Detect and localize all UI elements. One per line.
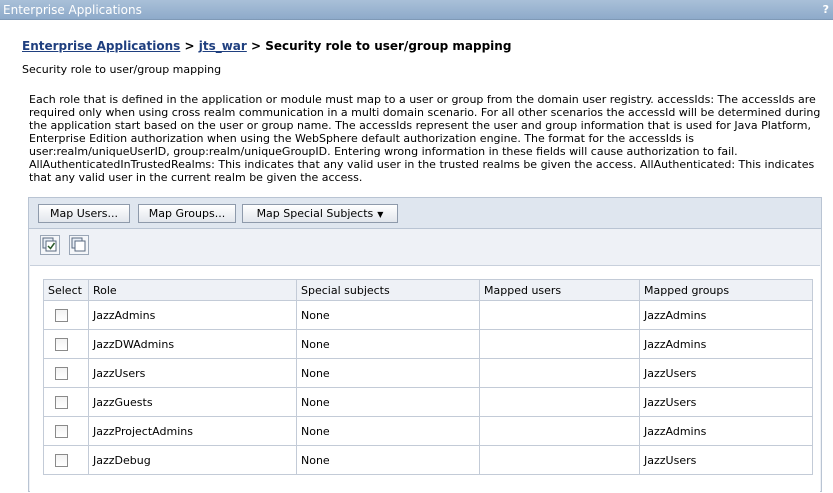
column-header-special-subjects: Special subjects (297, 280, 480, 301)
table-header-row (44, 280, 813, 301)
map-groups-button[interactable]: Map Groups... (138, 204, 236, 223)
role-cell: JazzProjectAdmins (89, 417, 297, 446)
special-subjects-cell: None (297, 417, 480, 446)
role-cell: JazzDebug (89, 446, 297, 475)
dropdown-caret-icon: ▼ (377, 210, 384, 219)
selection-toolbar (29, 229, 821, 261)
breadcrumb-link-enterprise-applications[interactable]: Enterprise Applications (22, 39, 181, 53)
page-description: Each role that is defined in the application or module must map to a user or group from the domain user registry. accessIds: The accessIds are required only when using cross realm communication in a multi domain scenario. For all other scenarios the accessId will be determined during the application start based on the user or group name. The accessIds represent the user and group information that is used for Java Platform, Enterprise Edition authorization when using the WebSphere default authorization engine. The format for the accessIds is user:realm/uniqueUserID, group:realm/uniqueGroupID. Entering wrong information in these fields will cause authorization to fail. AllAuthenticatedInTrustedRealms: This indicates that any valid user in the trusted realms be given the access. AllAuthenticated: This indicates that any valid user in the current realm be given the access. (29, 93, 821, 184)
mapped-users-cell (480, 301, 640, 330)
action-toolbar (29, 198, 821, 229)
map-special-subjects-label: Map Special Subjects (256, 207, 374, 220)
role-cell: JazzGuests (89, 388, 297, 417)
roles-table (43, 279, 813, 475)
select-cell (44, 359, 89, 388)
breadcrumb (22, 39, 511, 53)
help-button[interactable]: ? (822, 3, 829, 16)
mapped-users-cell (480, 359, 640, 388)
breadcrumb-current: Security role to user/group mapping (265, 39, 512, 53)
column-header-mapped-groups: Mapped groups (640, 280, 813, 301)
breadcrumb-separator: > (180, 39, 199, 53)
row-checkbox[interactable] (55, 367, 68, 380)
select-cell (44, 417, 89, 446)
table-container (30, 265, 820, 493)
row-checkbox[interactable] (55, 338, 68, 351)
mapped-groups-cell: JazzUsers (640, 388, 813, 417)
row-checkbox[interactable] (55, 396, 68, 409)
table-row (44, 388, 813, 417)
table-row (44, 330, 813, 359)
mapped-groups-cell: JazzAdmins (640, 301, 813, 330)
mapped-users-cell (480, 388, 640, 417)
map-users-button[interactable]: Map Users... (38, 204, 130, 223)
select-cell (44, 388, 89, 417)
table-row (44, 446, 813, 475)
mapped-groups-cell: JazzAdmins (640, 330, 813, 359)
breadcrumb-separator: > (246, 39, 266, 53)
special-subjects-cell: None (297, 446, 480, 475)
special-subjects-cell: None (297, 330, 480, 359)
row-checkbox[interactable] (55, 425, 68, 438)
table-row (44, 417, 813, 446)
special-subjects-cell: None (297, 388, 480, 417)
deselect-all-icon[interactable] (69, 235, 89, 255)
select-cell (44, 301, 89, 330)
mapped-users-cell (480, 330, 640, 359)
row-checkbox[interactable] (55, 309, 68, 322)
special-subjects-cell: None (297, 301, 480, 330)
role-cell: JazzAdmins (89, 301, 297, 330)
column-header-role: Role (89, 280, 297, 301)
mapped-groups-cell: JazzAdmins (640, 417, 813, 446)
mapped-users-cell (480, 417, 640, 446)
page-subtitle: Security role to user/group mapping (22, 63, 222, 76)
special-subjects-cell: None (297, 359, 480, 388)
column-header-mapped-users: Mapped users (480, 280, 640, 301)
select-cell (44, 330, 89, 359)
breadcrumb-link-jts-war[interactable]: jts_war (198, 39, 247, 53)
window-title: Enterprise Applications (3, 3, 142, 17)
select-all-icon[interactable] (40, 235, 60, 255)
row-checkbox[interactable] (55, 454, 68, 467)
mapped-users-cell (480, 446, 640, 475)
column-header-select: Select (44, 280, 89, 301)
select-cell (44, 446, 89, 475)
mapped-groups-cell: JazzUsers (640, 446, 813, 475)
roles-panel (28, 197, 822, 492)
table-row (44, 301, 813, 330)
window-titlebar (0, 0, 833, 20)
table-row (44, 359, 813, 388)
mapped-groups-cell: JazzUsers (640, 359, 813, 388)
role-cell: JazzDWAdmins (89, 330, 297, 359)
role-cell: JazzUsers (89, 359, 297, 388)
map-special-subjects-button[interactable] (242, 204, 398, 223)
